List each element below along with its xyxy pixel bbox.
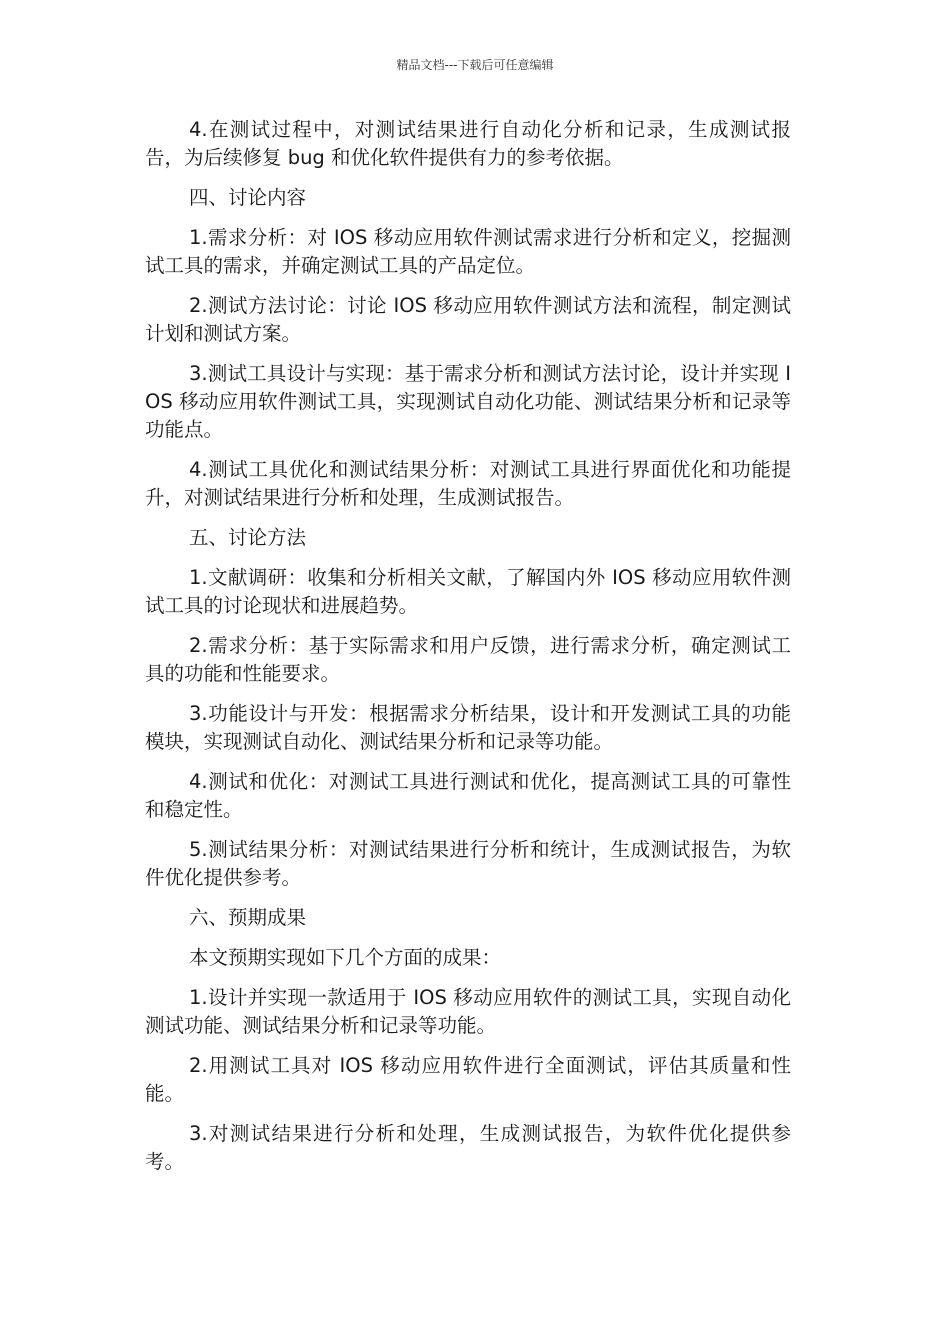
- document-body: [145, 116, 791, 1188]
- section-heading: 六、预期成果: [189, 906, 307, 929]
- paragraph: 本文预期实现如下几个方面的成果：: [189, 946, 502, 969]
- paragraph: 3.测试工具设计与实现：基于需求分析和测试方法讨论，设计并实现 IOS 移动应用软件测试工具，实现测试自动化功能、测试结果分析和记录等功能点。: [145, 362, 791, 441]
- paragraph: 2.测试方法讨论：讨论 IOS 移动应用软件测试方法和流程，制定测试计划和测试方案。: [145, 294, 791, 345]
- paragraph: 1.需求分析：对 IOS 移动应用软件测试需求进行分析和定义，挖掘测试工具的需求，并确定测试工具的产品定位。: [145, 226, 791, 277]
- paragraph: 1.文献调研：收集和分析相关文献，了解国内外 IOS 移动应用软件测试工具的讨论现状和进展趋势。: [145, 566, 791, 617]
- paragraph: 5.测试结果分析：对测试结果进行分析和统计，生成测试报告，为软件优化提供参考。: [145, 838, 791, 889]
- paragraph: 1.设计并实现一款适用于 IOS 移动应用软件的测试工具，实现自动化测试功能、测试结果分析和记录等功能。: [145, 986, 791, 1037]
- page-header: 精品文档---下载后可任意编辑: [396, 58, 554, 72]
- paragraph: 2.用测试工具对 IOS 移动应用软件进行全面测试，评估其质量和性能。: [145, 1054, 791, 1105]
- paragraph: 3.功能设计与开发：根据需求分析结果，设计和开发测试工具的功能模块，实现测试自动化、测试结果分析和记录等功能。: [145, 702, 791, 753]
- section-heading: 五、讨论方法: [189, 526, 307, 549]
- paragraph: 4.测试和优化：对测试工具进行测试和优化，提高测试工具的可靠性和稳定性。: [145, 770, 791, 821]
- section-heading: 四、讨论内容: [189, 186, 307, 209]
- paragraph: 3.对测试结果进行分析和处理，生成测试报告，为软件优化提供参考。: [145, 1122, 791, 1173]
- paragraph: 4.测试工具优化和测试结果分析：对测试工具进行界面优化和功能提升，对测试结果进行分析和处理，生成测试报告。: [145, 458, 791, 509]
- paragraph: 4.在测试过程中，对测试结果进行自动化分析和记录，生成测试报告，为后续修复 bug 和优化软件提供有力的参考依据。: [145, 118, 791, 169]
- paragraph: 2.需求分析：基于实际需求和用户反馈，进行需求分析，确定测试工具的功能和性能要求。: [145, 634, 791, 685]
